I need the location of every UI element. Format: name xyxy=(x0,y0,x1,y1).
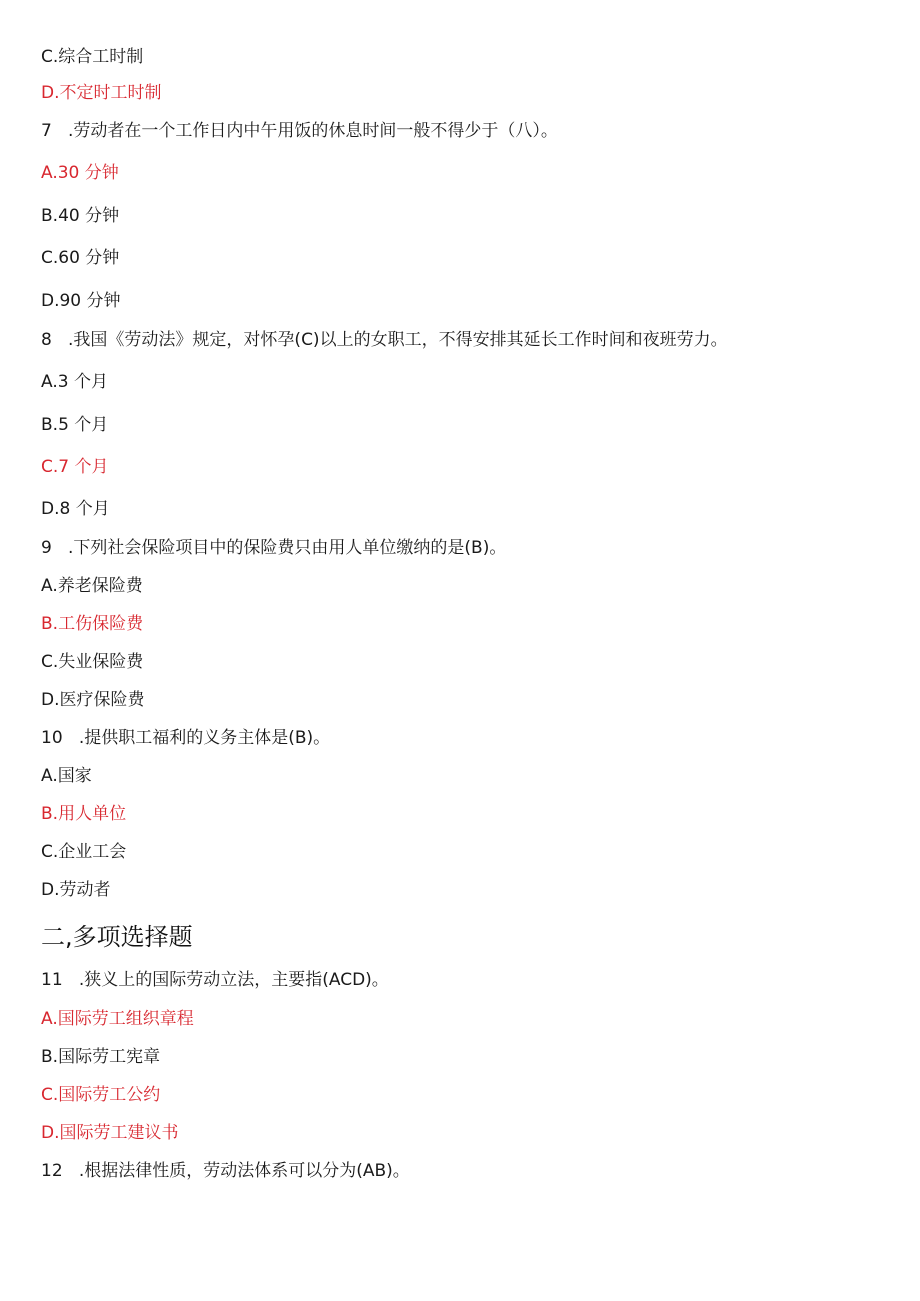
question-10: 10 .提供职工福利的义务主体是(B)。 xyxy=(41,728,331,748)
question-9: 9 .下列社会保险项目中的保险费只由用人单位缴纳的是(B)。 xyxy=(41,538,507,558)
section-heading: 二,多项选择题 xyxy=(41,923,193,951)
option-d-line: D.劳动者 xyxy=(41,880,111,900)
option-a-line: A.养老保险费 xyxy=(41,576,143,596)
option-c-line: C.综合工时制 xyxy=(41,47,144,67)
question-12: 12 .根据法律性质，劳动法体系可以分为(AB)。 xyxy=(41,1161,410,1181)
option-b-line: B.40 分钟 xyxy=(41,206,120,226)
answer-option-c-line: C.7 个月 xyxy=(41,457,109,477)
option-a-line: A.国家 xyxy=(41,766,92,786)
option-c-line: C.失业保险费 xyxy=(41,652,144,672)
option-d-line: D.90 分钟 xyxy=(41,291,121,311)
answer-option-b-line: B.工伤保险费 xyxy=(41,614,144,634)
option-b-line: B.5 个月 xyxy=(41,415,109,435)
answer-option-c-line: C.国际劳工公约 xyxy=(41,1085,161,1105)
answer-option-b-line: B.用人单位 xyxy=(41,804,127,824)
answer-option-d-line: D.不定时工时制 xyxy=(41,83,162,103)
answer-option-d-line: D.国际劳工建议书 xyxy=(41,1123,179,1143)
option-c-line: C.企业工会 xyxy=(41,842,127,862)
question-11: 11 .狭义上的国际劳动立法，主要指(ACD)。 xyxy=(41,970,389,990)
option-c-line: C.60 分钟 xyxy=(41,248,120,268)
option-d-line: D.8 个月 xyxy=(41,499,110,519)
answer-option-a-line: A.30 分钟 xyxy=(41,163,119,183)
answer-option-a-line: A.国际劳工组织章程 xyxy=(41,1009,194,1029)
option-a-line: A.3 个月 xyxy=(41,372,108,392)
option-b-line: B.国际劳工宪章 xyxy=(41,1047,161,1067)
question-8: 8 .我国《劳动法》规定，对怀孕(C)以上的女职工，不得安排其延长工作时间和夜班劳力。 xyxy=(41,330,728,350)
question-7: 7 .劳动者在一个工作日内中午用饭的休息时间一般不得少于（八）。 xyxy=(41,121,558,141)
option-d-line: D.医疗保险费 xyxy=(41,690,145,710)
